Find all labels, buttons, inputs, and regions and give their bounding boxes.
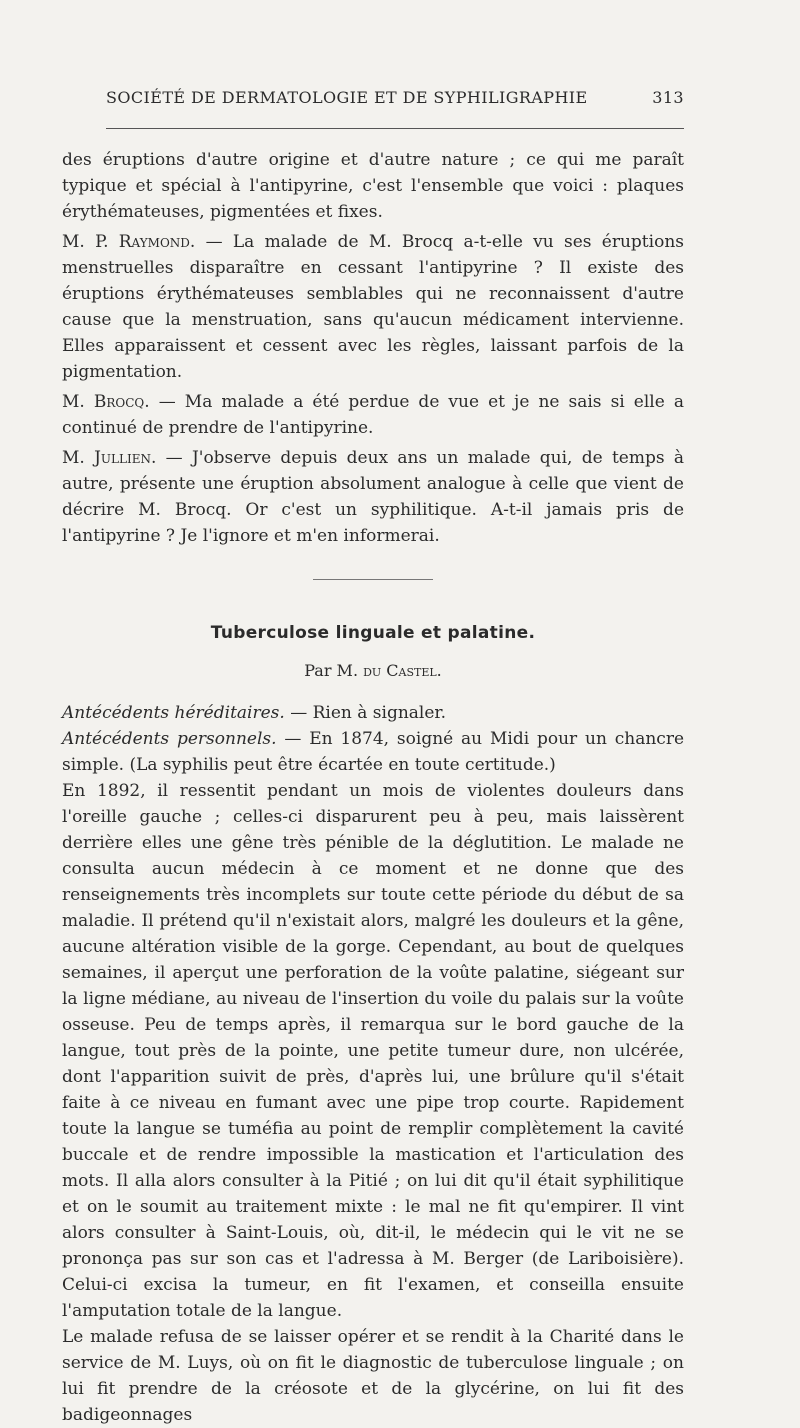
hereditary-label: Antécédents héréditaires. [62, 703, 285, 723]
section-divider [313, 579, 433, 580]
personal-text: — En 1874, soigné au Midi pour un chancre simple. (La syphilis peut être écartée en toute certitude.) [62, 729, 685, 775]
hereditary-paragraph [62, 700, 684, 726]
speaker-name: M. P. Raymond. [62, 232, 196, 252]
personal-label: Antécédents personnels. [62, 729, 277, 749]
discussion-raymond [62, 229, 684, 385]
intro-paragraph: des éruptions d'autre origine et d'autre nature ; ce qui me paraît typique et spécial à l'antipyrine, c'est l'ensemble que voici : plaques érythémateuses, pigmentées et fixes. [62, 150, 684, 222]
hereditary-text: — Rien à signaler. [284, 703, 447, 723]
author-prefix: Par M. [304, 661, 364, 680]
article-body [62, 700, 684, 1428]
speaker-name: M. Brocq. [62, 392, 150, 412]
page-body [62, 147, 684, 1428]
speaker-text: — Ma malade a été perdue de vue et je ne sais si elle a continué de prendre de l'antipyrine. [62, 392, 684, 438]
header-rule [106, 128, 684, 129]
discussion-jullien [62, 445, 684, 549]
treatment-paragraph: Le malade refusa de se laisser opérer et se rendit à la Charité dans le service de M. Luys, où on fit le diagnostic de tuberculose linguale ; on lui fit prendre de la créosote et de la glycérine, on lui fit des badigeonnages [62, 1327, 684, 1425]
author-name: du Castel. [363, 661, 442, 680]
speaker-name: M. Jullien. [62, 448, 157, 468]
running-title: SOCIÉTÉ DE DERMATOLOGIE ET DE SYPHILIGRAPHIE [106, 88, 588, 107]
discussion-brocq [62, 389, 684, 441]
personal-paragraph [62, 726, 684, 778]
speaker-text: — La malade de M. Brocq a-t-elle vu ses éruptions menstruelles disparaître en cessant l'antipyrine ? Il existe des éruptions érythémateuses semblables qui ne reconnaissent d'autre cause que la menstruation, sans qu'aucun médicament intervienne. Elles apparaissent et cessent avec les règles, laissant parfois de la pigmentation. [62, 232, 684, 382]
history-paragraph: En 1892, il ressentit pendant un mois de violentes douleurs dans l'oreille gauche ; celles-ci disparurent peu à peu, mais laissèrent derrière elles une gêne très pénible de la déglutition. Le malade ne consulta aucun médecin à ce moment et ne donne que des renseignements très incomplets sur toute cette période du début de sa maladie. Il prétend qu'il n'existait alors, malgré les douleurs et la gêne, aucune altération visible de la gorge. Cependant, au bout de quelques semaines, il aperçut une perforation de la voûte palatine, siégeant sur la ligne médiane, au niveau de l'insertion du voile du palais sur la voûte osseuse. Peu de temps après, il remarqua sur le bord gauche de la langue, tout près de la pointe, une petite tumeur dure, non ulcérée, dont l'apparition suivit de près, d'après lui, une brûlure qu'il s'était faite à ce niveau en fumant avec une pipe trop courte. Rapidement toute la langue se tuméfia au point de remplir complètement la cavité buccale et de rendre impossible la mastication et l'articulation des mots. Il alla alors consulter à la Pitié ; on lui dit qu'il était syphilitique et on le soumit au traitement mixte : le mal ne fit qu'empirer. Il vint alors consulter à Saint-Louis, où, dit-il, le médecin qui le vit ne se prononça pas sur son cas et l'adressa à M. Berger (de Lariboisière). Celui-ci excisa la tumeur, en fit l'examen, et conseilla ensuite l'amputation totale de la langue. [62, 781, 684, 1321]
article-title: Tuberculose linguale et palatine. [210, 623, 536, 643]
page-number: 313 [652, 88, 684, 107]
speaker-text: — J'observe depuis deux ans un malade qui, de temps à autre, présente une éruption absolument analogue à celle que vient de décrire M. Brocq. Or c'est un syphilitique. A-t-il jamais pris de l'antipyrine ? Je l'ignore et m'en informerai. [62, 448, 684, 546]
article-author [62, 658, 684, 684]
